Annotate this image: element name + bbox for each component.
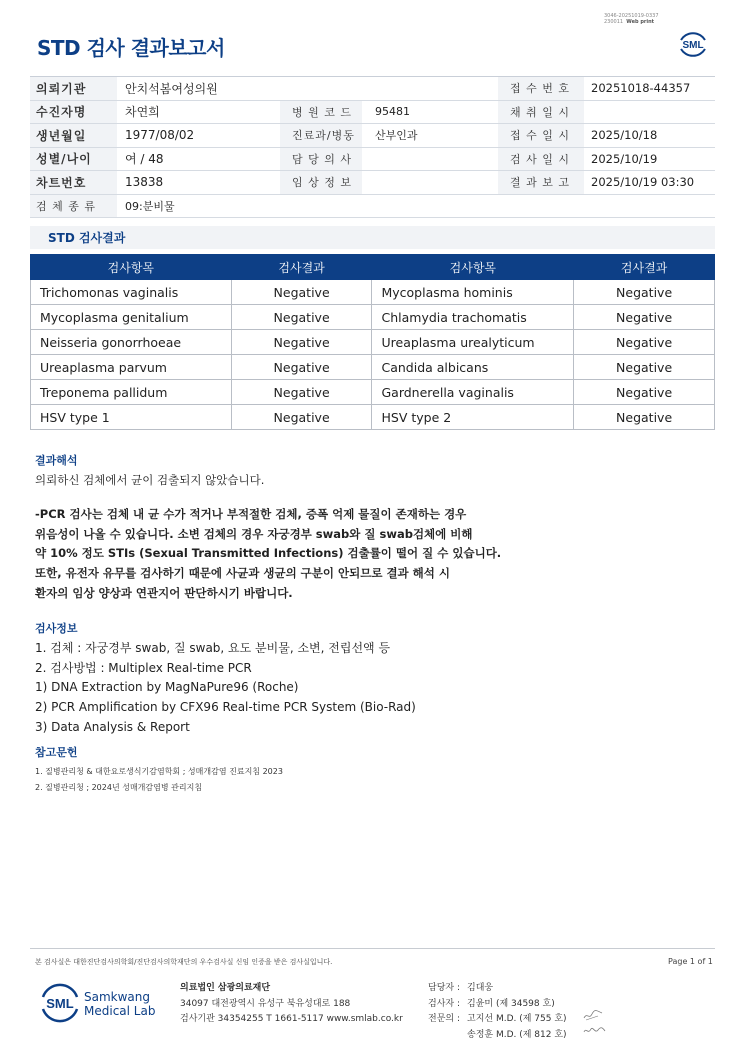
header-test-result: 검사결과	[231, 255, 372, 280]
info-label: 접 수 번 호	[498, 77, 584, 100]
sml-logo-text: SML	[682, 40, 704, 51]
test-info-line: 3) Data Analysis & Report	[35, 719, 190, 734]
info-label: 성별/나이	[30, 148, 117, 171]
wordmark-line: Samkwang	[84, 990, 150, 1004]
sml-logo-icon	[37, 980, 83, 1026]
reference-line: 2. 질병관리청 ; 2024년 성매개감염병 관리지침	[35, 783, 203, 792]
organization-name: 의료법인 삼광의료재단	[180, 983, 271, 993]
patient-info-table	[30, 76, 715, 218]
staff-role: 담당자 :	[428, 983, 460, 993]
test-item-cell: Ureaplasma urealyticum	[372, 330, 574, 355]
info-label: 담 당 의 사	[280, 148, 362, 171]
info-label: 임 상 정 보	[280, 171, 362, 194]
staff-role: 전문의 :	[428, 1014, 460, 1024]
info-value: 산부인과	[375, 129, 418, 143]
document-code	[604, 13, 659, 25]
interpretation-summary: 의뢰하신 검체에서 균이 검출되지 않았습니다.	[35, 473, 265, 487]
info-row	[30, 124, 715, 148]
web-print-label: Web print	[626, 19, 655, 25]
info-label: 차트번호	[30, 171, 117, 194]
certification-note: 본 검사실은 대한진단검사의학회/진단검사의학재단의 우수검사실 신임 인증을 받은 검사실입니다.	[35, 958, 333, 966]
samkwang-wordmark	[84, 990, 155, 1018]
test-item-cell: Ureaplasma parvum	[31, 355, 232, 380]
info-value	[362, 148, 498, 171]
footer-divider	[30, 948, 715, 949]
info-label	[280, 77, 362, 100]
table-row	[31, 330, 715, 355]
test-result-cell: Negative	[231, 405, 372, 430]
table-row	[31, 305, 715, 330]
note-line: 위음성이 나올 수 있습니다. 소변 검체의 경우 자궁경부 swab와 질 swab검체에 비해	[35, 526, 473, 541]
note-line: 약 10% 정도 STIs (Sexual Transmitted Infections) 검출률이 떨어 질 수 있습니다.	[35, 546, 502, 561]
test-result-cell: Negative	[231, 355, 372, 380]
staff-row	[428, 997, 567, 1013]
test-result-cell: Negative	[574, 405, 715, 430]
header-test-result: 검사결과	[574, 255, 715, 280]
document-code-line: 3046-20251019-0337	[604, 13, 659, 19]
document-code-id: 230011	[604, 19, 624, 25]
header-test-item: 검사항목	[372, 255, 574, 280]
test-item-cell: Chlamydia trachomatis	[372, 305, 574, 330]
staff-name: 김윤미 (제 34598 호)	[467, 998, 555, 1009]
info-value	[362, 171, 498, 194]
test-info-list	[35, 639, 416, 738]
test-item-cell: Gardnerella vaginalis	[372, 380, 574, 405]
staff-name: 김대웅	[467, 983, 494, 993]
sml-logo-text: SML	[46, 996, 74, 1011]
results-section-title: STD 검사결과	[30, 226, 715, 249]
interpretation-heading: 결과해석	[35, 454, 78, 467]
note-line: 환자의 임상 양상과 연관지어 판단하시기 바랍니다.	[35, 585, 293, 600]
interpretation-notes	[35, 505, 501, 604]
info-label: 병 원 코 드	[280, 101, 362, 124]
test-info-heading: 검사정보	[35, 622, 78, 635]
signature-icon	[582, 1024, 606, 1038]
test-result-cell: Negative	[574, 280, 715, 305]
staff-row	[428, 981, 567, 997]
table-row	[31, 280, 715, 305]
references-list	[35, 764, 283, 796]
organization-address: 34097 대전광역시 유성구 북유성대로 188	[180, 998, 351, 1009]
organization-info	[180, 981, 403, 1028]
info-value: 2025/10/18	[591, 128, 658, 143]
staff-row	[428, 1028, 567, 1044]
info-row-specimen	[30, 195, 715, 219]
info-label: 진료과/병동	[280, 124, 362, 147]
info-row	[30, 101, 715, 125]
test-result-cell: Negative	[231, 330, 372, 355]
info-value: 1977/08/02	[125, 128, 195, 143]
info-row	[30, 171, 715, 195]
info-value: 13838	[125, 175, 164, 190]
test-item-cell: Candida albicans	[372, 355, 574, 380]
test-item-cell: Neisseria gonorrhoeae	[31, 330, 232, 355]
test-result-cell: Negative	[231, 380, 372, 405]
staff-role: 검사자 :	[428, 998, 460, 1009]
test-result-cell: Negative	[574, 330, 715, 355]
table-row	[31, 355, 715, 380]
table-row	[31, 380, 715, 405]
test-result-cell: Negative	[574, 355, 715, 380]
table-row	[31, 405, 715, 430]
wordmark-line: Medical Lab	[84, 1004, 156, 1018]
specimen-value: 09:분비물	[125, 199, 175, 213]
test-info-line: 2) PCR Amplification by CFX96 Real-time PCR System (Bio-Rad)	[35, 700, 416, 715]
test-item-cell: Mycoplasma genitalium	[31, 305, 232, 330]
specimen-label: 검 체 종 류	[30, 195, 117, 218]
test-result-cell: Negative	[231, 305, 372, 330]
info-value: 안치석봄여성의원	[125, 81, 218, 96]
reference-line: 1. 질병관리청 & 대한요로생식기감염학회 ; 성매개감염 진료지침 2023	[35, 767, 283, 776]
test-item-cell: Trichomonas vaginalis	[31, 280, 232, 305]
test-item-cell: Treponema pallidum	[31, 380, 232, 405]
test-result-cell: Negative	[574, 380, 715, 405]
results-header-row	[31, 255, 715, 280]
info-value: 2025/10/19 03:30	[591, 175, 695, 190]
info-row	[30, 77, 715, 101]
info-row	[30, 148, 715, 172]
info-value: 차연희	[125, 105, 160, 120]
info-label: 접 수 일 시	[498, 124, 584, 147]
staff-name: 송정훈 M.D. (제 812 호)	[467, 1029, 567, 1040]
test-item-cell: HSV type 2	[372, 405, 574, 430]
info-value	[584, 101, 715, 124]
std-results-table	[30, 254, 715, 430]
references-heading: 참고문헌	[35, 746, 78, 759]
test-info-line: 1) DNA Extraction by MagNaPure96 (Roche)	[35, 680, 299, 695]
info-label: 수진자명	[30, 101, 117, 124]
test-item-cell: Mycoplasma hominis	[372, 280, 574, 305]
info-label: 생년월일	[30, 124, 117, 147]
page-number: Page 1 of 1	[668, 957, 713, 966]
sml-logo-icon	[675, 26, 711, 62]
staff-info	[428, 981, 567, 1043]
info-value: 여 / 48	[125, 152, 164, 167]
test-result-cell: Negative	[574, 305, 715, 330]
note-line: 또한, 유전자 유무를 검사하기 때문에 사균과 생균의 구분이 안되므로 결과 해석 시	[35, 566, 451, 581]
test-item-cell: HSV type 1	[31, 405, 232, 430]
header-test-item: 검사항목	[31, 255, 232, 280]
info-value	[362, 77, 498, 100]
staff-role	[428, 1028, 467, 1044]
info-value: 95481	[375, 105, 410, 119]
note-line: -PCR 검사는 검체 내 균 수가 적거나 부적절한 검체, 증폭 억제 물질이 존재하는 경우	[35, 507, 467, 521]
info-label: 채 취 일 시	[498, 101, 584, 124]
page-title: STD 검사 결과보고서	[37, 36, 225, 60]
test-info-line: 2. 검사방법 : Multiplex Real-time PCR	[35, 660, 252, 675]
staff-name: 고지선 M.D. (제 755 호)	[467, 1014, 567, 1024]
test-result-cell: Negative	[231, 280, 372, 305]
info-value: 2025/10/19	[591, 151, 658, 166]
info-value: 20251018-44357	[591, 81, 691, 96]
info-label: 결 과 보 고	[498, 171, 584, 194]
info-label: 검 사 일 시	[498, 148, 584, 171]
staff-row	[428, 1012, 567, 1028]
signature-icon	[582, 1008, 604, 1022]
test-info-line: 1. 검체 : 자궁경부 swab, 질 swab, 요도 분비물, 소변, 전립선액 등	[35, 641, 391, 655]
info-label: 의뢰기관	[30, 77, 117, 100]
organization-contact: 검사기관 34354255 T 1661-5117 www.smlab.co.kr	[180, 1014, 403, 1024]
